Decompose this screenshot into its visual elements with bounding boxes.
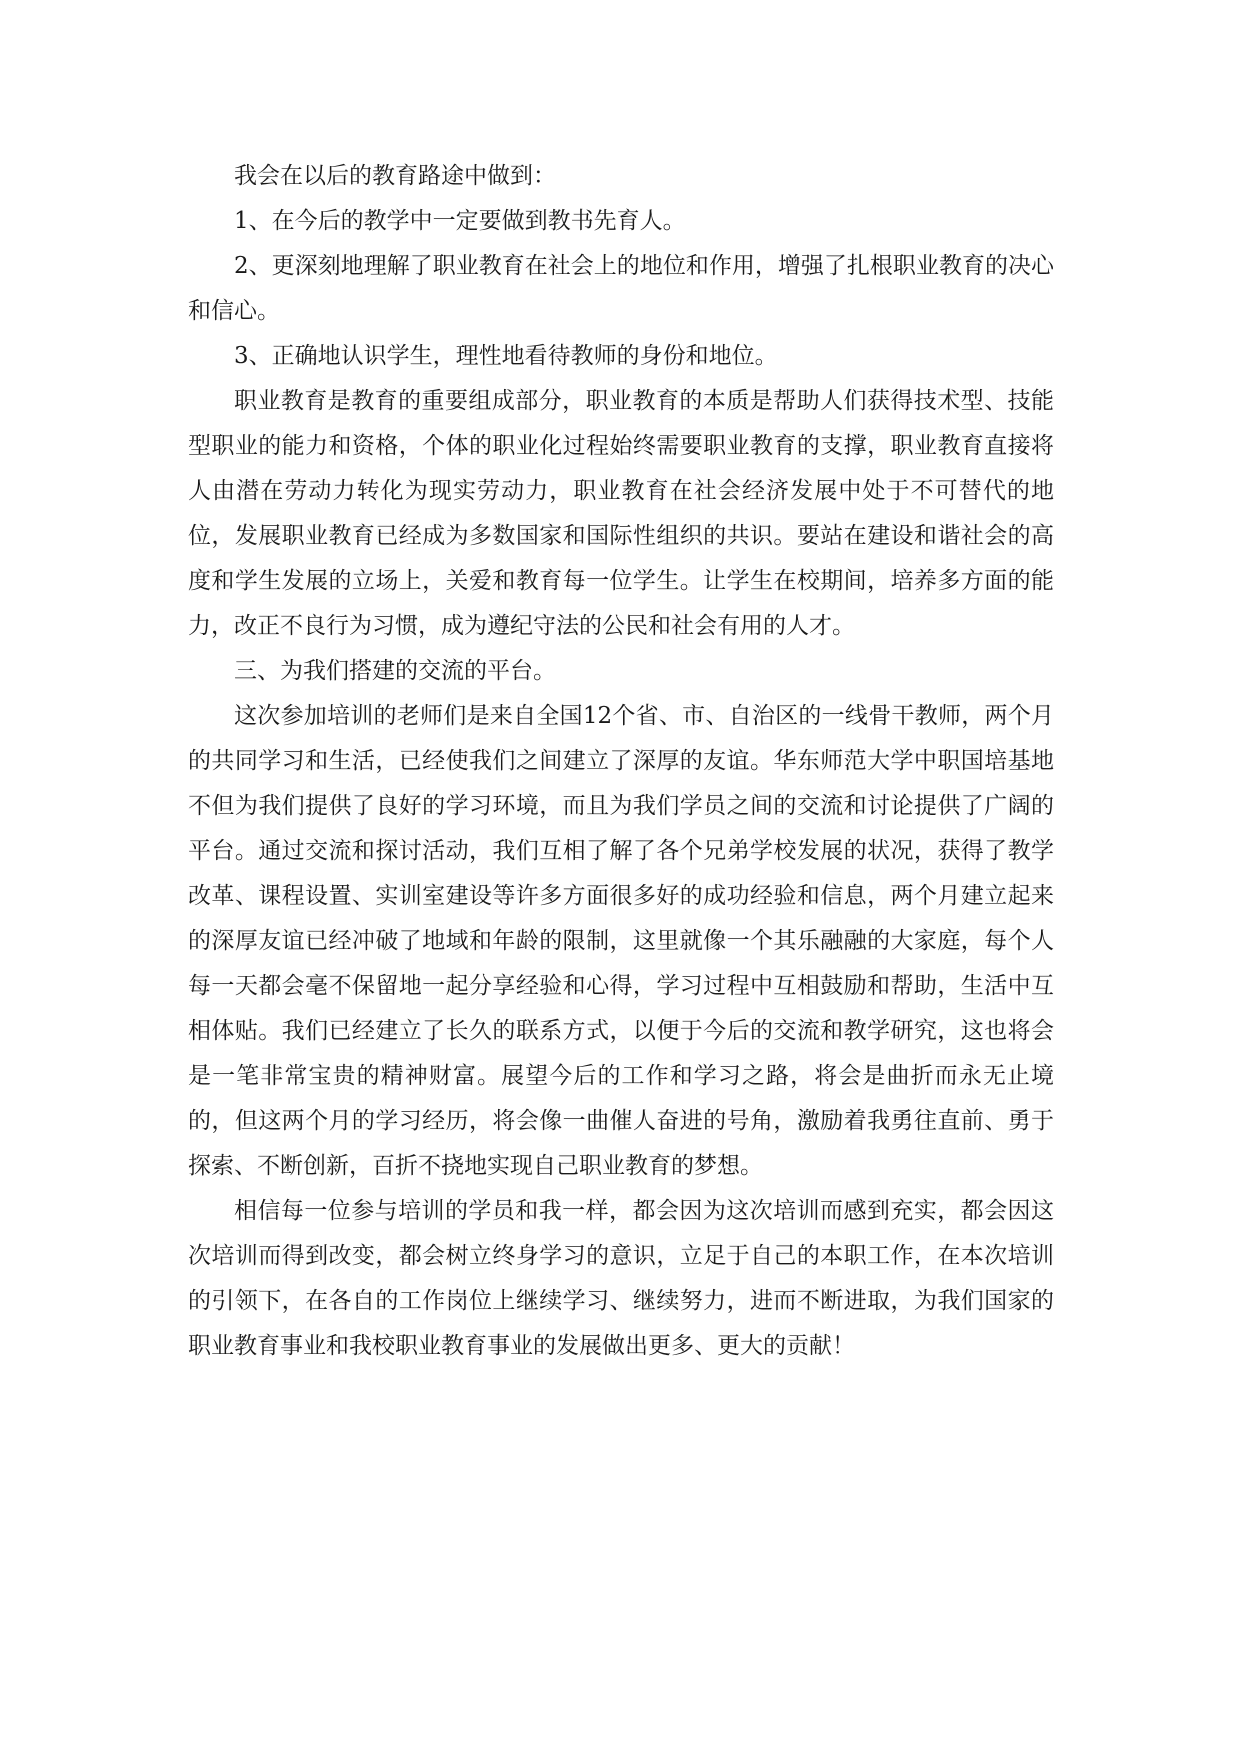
paragraph-intro: 我会在以后的教育路途中做到： [234, 163, 556, 189]
body-text [188, 154, 1054, 1369]
paragraph-point-1: 1、在今后的教学中一定要做到教书先育人。 [234, 208, 686, 234]
section-heading-three: 三、为我们搭建的交流的平台。 [234, 658, 556, 684]
paragraph-training-exchange: 这次参加培训的老师们是来自全国12个省、市、自治区的一线骨干教师，两个月的共同学习和生活，已经使我们之间建立了深厚的友谊。华东师范大学中职国培基地不但为我们提供了良好的学习环境，而且为我们学员之间的交流和讨论提供了广阔的平台。通过交流和探讨活动，我们互相了解了各个兄弟学校发展的状况，获得了教学改革、课程设置、实训室建设等许多方面很多好的成功经验和信息，两个月建立起来的深厚友谊已经冲破了地域和年龄的限制，这里就像一个其乐融融的大家庭，每个人每一天都会毫不保留地一起分享经验和心得，学习过程中互相鼓励和帮助，生活中互相体贴。我们已经建立了长久的联系方式，以便于今后的交流和教学研究，这也将会是一笔非常宝贵的精神财富。展望今后的工作和学习之路，将会是曲折而永无止境的，但这两个月的学习经历，将会像一曲催人奋进的号角，激励着我勇往直前、勇于探索、不断创新，百折不挠地实现自己职业教育的梦想。 [188, 703, 1054, 1179]
paragraph-vocational-education: 职业教育是教育的重要组成部分，职业教育的本质是帮助人们获得技术型、技能型职业的能力和资格，个体的职业化过程始终需要职业教育的支撑，职业教育直接将人由潜在劳动力转化为现实劳动力，职业教育在社会经济发展中处于不可替代的地位，发展职业教育已经成为多数国家和国际性组织的共识。要站在建设和谐社会的高度和学生发展的立场上，关爱和教育每一位学生。让学生在校期间，培养多方面的能力，改正不良行为习惯，成为遵纪守法的公民和社会有用的人才。 [188, 388, 1054, 639]
paragraph-point-3: 3、正确地认识学生，理性地看待教师的身份和地位。 [234, 343, 778, 369]
paragraph-conclusion: 相信每一位参与培训的学员和我一样，都会因为这次培训而感到充实，都会因这次培训而得到改变，都会树立终身学习的意识，立足于自己的本职工作，在本次培训的引领下，在各自的工作岗位上继续学习、继续努力，进而不断进取，为我们国家的职业教育事业和我校职业教育事业的发展做出更多、更大的贡献！ [188, 1198, 1054, 1359]
paragraph-point-2: 2、更深刻地理解了职业教育在社会上的地位和作用，增强了扎根职业教育的决心和信心。 [188, 253, 1054, 324]
